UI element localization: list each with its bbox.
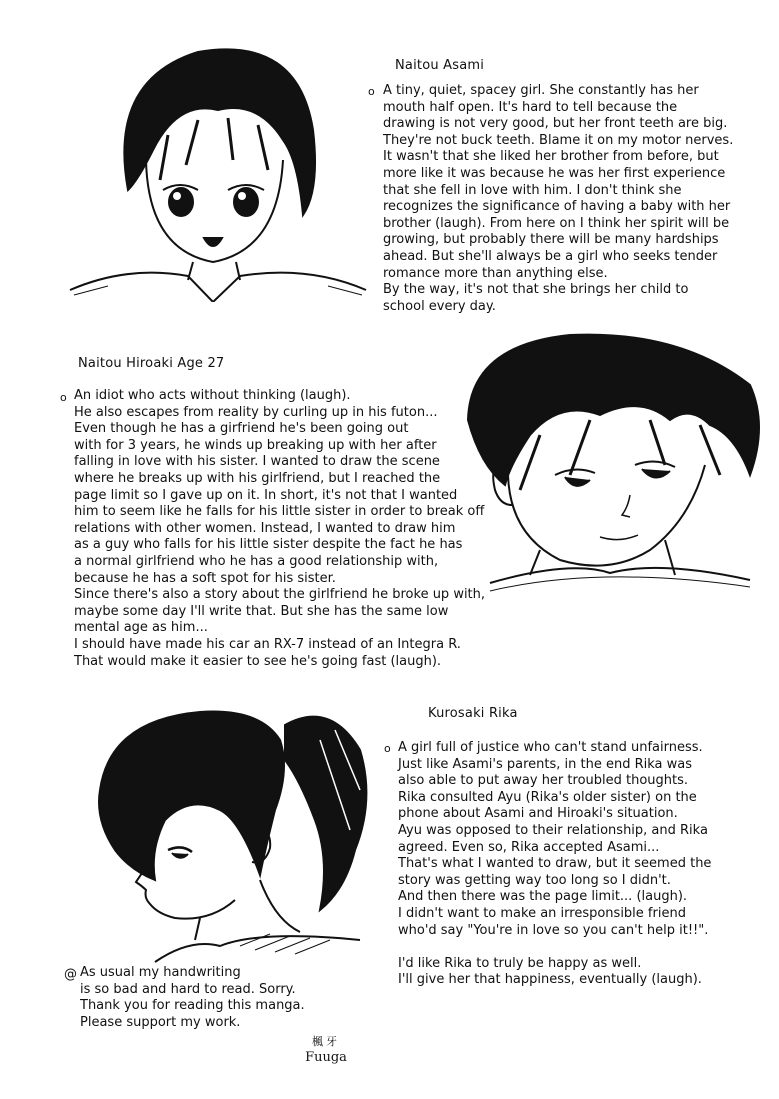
text-line: Since there's also a story about the girlfriend he broke up with, [74,587,486,603]
text-line: ahead. But she'll always be a girl who seeks tender [383,248,718,264]
text-line: story was getting way too long so I didn't. [398,872,671,888]
text-line: Just like Asami's parents, in the end Rika was [398,756,693,772]
text-line: That would make it easier to see he's going fast (laugh). [74,653,442,669]
text-line: That's what I wanted to draw, but it seemed the [398,856,712,872]
text-line: is so bad and hard to read. Sorry. [80,981,296,997]
author-signature [296,1034,356,1066]
text-line: Please support my work. [80,1014,241,1030]
afterword-text [80,965,305,1031]
text-line: as a guy who falls for his little sister despite the fact he has [74,537,463,553]
asami-name: Naitou Asami [395,58,485,73]
signature-romaji: Fuuga [305,1050,347,1065]
rika-portrait-icon [60,700,380,968]
text-line: And then there was the page limit... (laugh). [398,889,688,905]
text-line: Even though he has a girfriend he's been going out [74,421,409,437]
text-line: him to seem like he falls for his little sister in order to break off [74,504,485,520]
text-line: falling in love with his sister. I wanted to draw the scene [74,454,440,470]
text-line: I'll give her that happiness, eventually (laugh). [398,972,702,988]
text-line: recognizes the significance of having a baby with her [383,199,731,215]
hiroaki-bullet: o [60,391,67,404]
signature-kanji: 楓牙 [312,1035,340,1048]
asami-portrait-icon [68,40,368,302]
text-line: school every day. [383,298,496,314]
text-line: drawing is not very good, but her front teeth are big. [383,116,728,132]
text-line: that she fell in love with him. I don't think she [383,182,682,198]
text-line: more like it was because he was her first experience [383,165,726,181]
text-line: It wasn't that she liked her brother from before, but [383,149,719,165]
text-line: mental age as him... [74,620,208,636]
text-line: growing, but probably there will be many hardships [383,232,719,248]
hiroaki-portrait-icon [450,325,770,595]
text-line: page limit so I gave up on it. In short, it's not that I wanted [74,487,458,503]
blank-line [398,939,711,956]
afterword-bullet: @ [64,967,77,982]
text-line: where he breaks up with his girlfriend, but I reached the [74,470,441,486]
text-line: I didn't want to make an irresponsible friend [398,905,686,921]
text-line: phone about Asami and Hiroaki's situation. [398,806,678,822]
text-line: with for 3 years, he winds up breaking up with her after [74,437,437,453]
rika-name: Kurosaki Rika [428,706,518,721]
text-line: Ayu was opposed to their relationship, and Rika [398,822,708,838]
text-line: who'd say "You're in love so you can't help it!!". [398,922,709,938]
text-line: relations with other women. Instead, I wanted to draw him [74,520,456,536]
text-line: I'd like Rika to truly be happy as well. [398,955,642,971]
text-line: mouth half open. It's hard to tell because the [383,99,678,115]
text-line: They're not buck teeth. Blame it on my motor nerves. [383,132,734,148]
text-line: agreed. Even so, Rika accepted Asami... [398,839,660,855]
text-line: He also escapes from reality by curling up in his futon... [74,404,438,420]
text-line: An idiot who acts without thinking (laugh). [74,388,351,403]
asami-description [383,83,733,315]
text-line: because he has a soft spot for his sister. [74,570,336,586]
text-line: I should have made his car an RX-7 instead of an Integra R. [74,636,461,652]
text-line: Thank you for reading this manga. [80,998,305,1014]
text-line: By the way, it's not that she brings her child to [383,282,689,298]
text-line: Rika consulted Ayu (Rika's older sister) on the [398,789,697,805]
rika-bullet: o [384,742,391,755]
asami-bullet: o [368,85,375,98]
text-line: maybe some day I'll write that. But she has the same low [74,603,449,619]
text-line: also able to put away her troubled thoughts. [398,773,689,789]
hiroaki-description [74,388,485,670]
text-line: A tiny, quiet, spacey girl. She constantly has her [383,83,699,98]
hiroaki-name: Naitou Hiroaki Age 27 [78,356,225,371]
text-line: As usual my handwriting [80,965,241,980]
text-line: A girl full of justice who can't stand unfairness. [398,740,703,755]
text-line: brother (laugh). From here on I think her spirit will be [383,215,730,231]
text-line: romance more than anything else. [383,265,608,281]
rika-description [398,740,711,989]
text-line: a normal girlfriend who he has a good relationship with, [74,553,439,569]
